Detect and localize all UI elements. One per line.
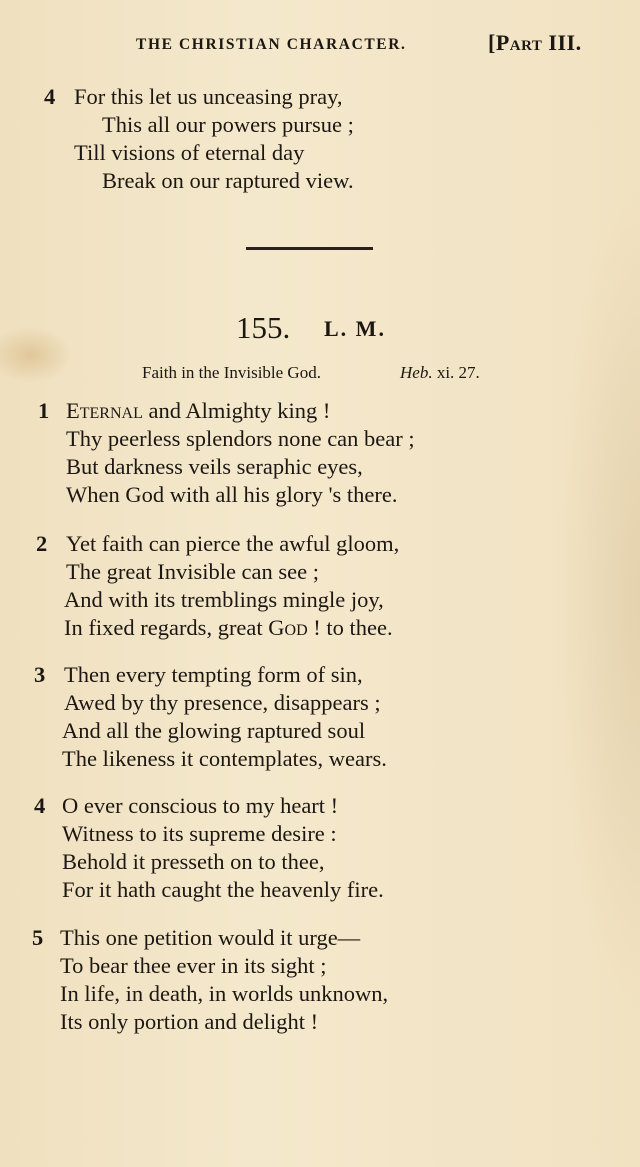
verse-line: To bear thee ever in its sight ;: [60, 953, 327, 978]
hymn-subtitle: Faith in the Invisible God.: [142, 363, 321, 382]
line-text: ! to thee.: [307, 615, 393, 640]
verse-line: This all our powers pursue ;: [102, 112, 354, 137]
running-title: THE CHRISTIAN CHARACTER.: [136, 36, 407, 53]
stanza-number: 1: [38, 398, 50, 423]
stanza-number: 4: [34, 793, 46, 818]
verse-line: And with its tremblings mingle joy,: [64, 587, 384, 612]
stanza-number: 4: [44, 84, 56, 109]
section-divider: [246, 247, 373, 250]
verse-line: For it hath caught the heavenly fire.: [62, 877, 384, 902]
verse-line: O ever conscious to my heart !: [62, 793, 339, 818]
verse-line: Yet faith can pierce the awful gloom,: [66, 531, 400, 556]
verse-line: Witness to its supreme desire :: [62, 821, 337, 846]
reference-chapter: xi. 27.: [436, 363, 480, 382]
verse-line: [66, 400, 330, 423]
reference-book: Heb.: [400, 363, 433, 382]
verse-line: Behold it presseth on to thee,: [62, 849, 325, 874]
page-header: [0, 30, 640, 60]
verse-line: Awed by thy presence, disappears ;: [64, 690, 381, 715]
hymn-meter: L. M.: [324, 316, 386, 341]
verse-line: When God with all his glory 's there.: [66, 482, 398, 507]
verse-line: Then every tempting form of sin,: [64, 662, 363, 687]
stanza-number: 2: [36, 531, 48, 556]
verse-line: And all the glowing raptured soul: [62, 718, 366, 743]
first-line-rest: and Almighty king !: [142, 398, 331, 423]
verse-line: In life, in death, in worlds unknown,: [60, 981, 389, 1006]
verse-line: [64, 617, 393, 640]
verse-line: Break on our raptured view.: [102, 168, 354, 193]
stanza-number: 5: [32, 925, 44, 950]
verse-line: Till visions of eternal day: [74, 140, 305, 165]
part-label: [Part III.: [488, 30, 582, 55]
god-word: God: [268, 615, 308, 640]
verse-line: For this let us unceasing pray,: [74, 84, 343, 109]
first-word: Eternal: [66, 398, 143, 423]
verse-line: The great Invisible can see ;: [66, 559, 320, 584]
scripture-reference: [400, 364, 480, 381]
verse-line: Its only portion and delight !: [60, 1009, 319, 1034]
verse-line: This one petition would it urge—: [60, 925, 361, 950]
hymn-number: 155.: [236, 310, 291, 345]
verse-line: But darkness veils seraphic eyes,: [66, 454, 363, 479]
line-text: In fixed regards, great: [64, 615, 269, 640]
verse-line: The likeness it contemplates, wears.: [62, 746, 387, 771]
verse-line: Thy peerless splendors none can bear ;: [66, 426, 415, 451]
stanza-number: 3: [34, 662, 46, 687]
